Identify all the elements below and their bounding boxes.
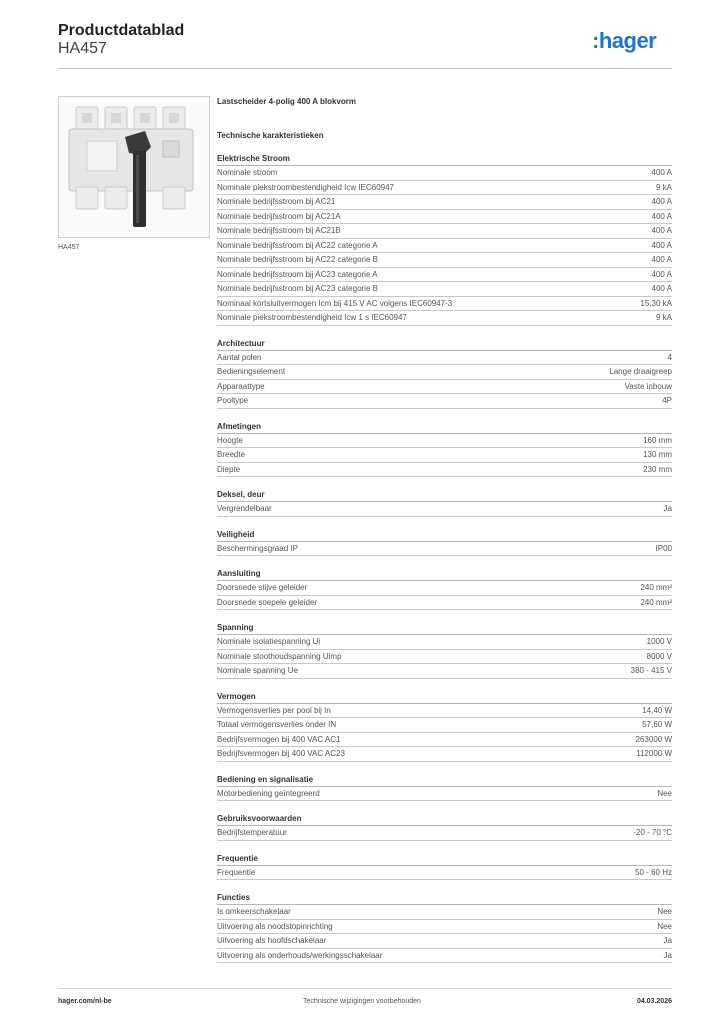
spec-section — [217, 530, 672, 557]
spec-value: Ja — [663, 950, 672, 960]
spec-value: Nee — [657, 921, 672, 931]
spec-row — [217, 733, 672, 748]
spec-label: Nominale bedrijfsstroom bij AC21A — [217, 211, 341, 221]
spec-label: Uitvoering als onderhouds/werkingsschakelaar — [217, 950, 383, 960]
spec-value: Nee — [657, 907, 672, 916]
spec-row — [217, 195, 672, 210]
spec-label: Beschermingsgraad IP — [217, 543, 298, 553]
spec-section — [217, 814, 672, 841]
spec-label: Uitvoering als noodstopinrichting — [217, 921, 333, 931]
section-title: Frequentie — [217, 854, 672, 866]
spec-row — [217, 650, 672, 665]
spec-sections — [217, 154, 672, 963]
spec-row — [217, 826, 672, 841]
spec-value: 50 - 60 Hz — [635, 867, 672, 877]
section-title: Elektrische Stroom — [217, 154, 672, 166]
spec-value: 4 — [667, 352, 672, 362]
spec-row — [217, 596, 672, 611]
spec-label: Bedrijfstemperatuur — [217, 828, 287, 837]
spec-section — [217, 490, 672, 517]
spec-label: Diepte — [217, 464, 241, 474]
spec-value: 14,40 W — [642, 705, 672, 715]
spec-label: Apparaattype — [217, 381, 265, 391]
spec-row — [217, 949, 672, 964]
logo-dots: : — [592, 28, 599, 53]
footer-website: hager.com/nl-be — [58, 998, 112, 1005]
spec-value: 4P — [662, 396, 672, 405]
spec-label: Bedrijfsvermogen bij 400 VAC AC23 — [217, 749, 345, 758]
spec-value: 400 A — [651, 226, 672, 235]
spec-value: 15,30 kA — [640, 298, 672, 308]
product-image — [58, 96, 210, 238]
spec-row — [217, 282, 672, 297]
section-title: Bediening en signalisatie — [217, 775, 672, 787]
hager-logo — [592, 28, 656, 54]
spec-section — [217, 422, 672, 478]
spec-value: 400 A — [651, 269, 672, 279]
spec-label: Bedrijfsvermogen bij 400 VAC AC1 — [217, 734, 341, 744]
spec-section — [217, 339, 672, 409]
spec-value: 240 mm² — [640, 583, 672, 592]
spec-value: 240 mm² — [640, 597, 672, 607]
spec-value: IP00 — [655, 543, 672, 553]
spec-row — [217, 181, 672, 196]
spec-label: Nominale bedrijfsstroom bij AC22 categorie A — [217, 240, 378, 250]
spec-section — [217, 775, 672, 802]
spec-value: Ja — [663, 504, 672, 513]
spec-label: Totaal vermogensverlies onder IN — [217, 720, 337, 729]
technical-characteristics-title: Technische karakteristieken — [217, 131, 324, 140]
spec-label: Doorsnede stijve geleider — [217, 583, 308, 592]
spec-value: 57,60 W — [642, 720, 672, 729]
section-title: Spanning — [217, 623, 672, 635]
spec-row — [217, 297, 672, 312]
spec-row — [217, 704, 672, 719]
spec-label: Frequentie — [217, 867, 256, 877]
spec-row — [217, 210, 672, 225]
spec-label: Hoogte — [217, 435, 243, 445]
spec-row — [217, 747, 672, 762]
spec-label: Nominale bedrijfsstroom bij AC23 categorie B — [217, 284, 378, 293]
spec-content — [217, 96, 672, 963]
spec-value: 400 A — [651, 240, 672, 250]
logo-text: hager — [598, 28, 657, 53]
spec-value: 112000 W — [636, 749, 672, 758]
spec-row — [217, 253, 672, 268]
spec-row — [217, 394, 672, 409]
spec-label: Breedte — [217, 450, 246, 459]
spec-section — [217, 623, 672, 679]
spec-row — [217, 502, 672, 517]
spec-value: 400 A — [651, 211, 672, 221]
footer-date: 04.03.2026 — [636, 998, 672, 1005]
image-caption: HA457 — [58, 244, 80, 251]
spec-row — [217, 905, 672, 920]
spec-row — [217, 635, 672, 650]
spec-row — [217, 920, 672, 935]
spec-row — [217, 380, 672, 395]
switch-disconnector-illustration — [59, 97, 209, 237]
spec-row — [217, 866, 672, 881]
spec-label: Vergrendelbaar — [217, 504, 272, 513]
spec-row — [217, 463, 672, 478]
spec-section — [217, 569, 672, 610]
page-title: Productdatablad — [58, 22, 185, 39]
spec-label: Nominale bedrijfsstroom bij AC22 categorie B — [217, 255, 378, 264]
spec-value: Lange draaigreep — [609, 367, 672, 376]
footer-disclaimer: Technische wijzigingen voorbehouden — [303, 998, 421, 1005]
spec-value: -20 - 70 °C — [633, 828, 672, 837]
spec-row — [217, 448, 672, 463]
spec-row — [217, 268, 672, 283]
spec-value: 230 mm — [643, 464, 672, 474]
section-title: Functies — [217, 893, 672, 905]
spec-value: Nee — [657, 788, 672, 798]
spec-section — [217, 854, 672, 881]
spec-label: Nominale bedrijfsstroom bij AC21B — [217, 226, 341, 235]
spec-row — [217, 239, 672, 254]
section-title: Veiligheid — [217, 530, 672, 542]
spec-label: Bedieningselement — [217, 367, 286, 376]
spec-value: Ja — [663, 936, 672, 945]
spec-label: Nominale piekstroombestendigheid Icw 1 s IEC60947 — [217, 313, 407, 322]
spec-value: 130 mm — [643, 450, 672, 459]
spec-label: Vermogensverlies per pool bij In — [217, 705, 331, 715]
spec-label: Nominale bedrijfsstroom bij AC21 — [217, 197, 336, 206]
spec-value: 400 A — [651, 197, 672, 206]
spec-row — [217, 664, 672, 679]
section-title: Deksel, deur — [217, 490, 672, 502]
spec-value: 380 - 415 V — [630, 666, 672, 675]
spec-label: Nominale isolatiespanning Ui — [217, 637, 321, 646]
spec-label: Nominale stoothoudspanning Uimp — [217, 651, 342, 661]
spec-label: Nominale stroom — [217, 168, 278, 177]
spec-row — [217, 434, 672, 449]
spec-value: Vaste inbouw — [624, 381, 672, 391]
section-title: Aansluiting — [217, 569, 672, 581]
spec-row — [217, 311, 672, 326]
spec-section — [217, 893, 672, 963]
spec-section — [217, 692, 672, 762]
spec-row — [217, 542, 672, 557]
spec-label: Nominaal kortsluitvermogen Icm bij 415 V AC volgens IEC60947-3 — [217, 298, 453, 308]
section-title: Afmetingen — [217, 422, 672, 434]
spec-value: 1000 V — [646, 637, 672, 646]
spec-row — [217, 934, 672, 949]
spec-label: Nominale bedrijfsstroom bij AC23 categorie A — [217, 269, 378, 279]
spec-row — [217, 365, 672, 380]
spec-value: 160 mm — [643, 435, 672, 445]
spec-label: Doorsnede soepele geleider — [217, 597, 318, 607]
section-title: Vermogen — [217, 692, 672, 704]
spec-value: 9 kA — [655, 182, 672, 192]
spec-value: 263000 W — [635, 734, 672, 744]
spec-value: 9 kA — [655, 313, 672, 322]
spec-label: Motorbediening geïntegreerd — [217, 788, 320, 798]
spec-row — [217, 166, 672, 181]
footer-divider — [58, 988, 672, 989]
spec-row — [217, 351, 672, 366]
spec-section — [217, 154, 672, 326]
spec-value: 8000 V — [646, 651, 672, 661]
spec-value: 400 A — [651, 284, 672, 293]
header-divider — [58, 68, 672, 69]
section-title: Architectuur — [217, 339, 672, 351]
spec-label: Is omkeerschakelaar — [217, 907, 291, 916]
spec-row — [217, 224, 672, 239]
section-title: Gebruiksvoorwaarden — [217, 814, 672, 826]
spec-row — [217, 581, 672, 596]
product-code: HA457 — [58, 40, 107, 57]
product-description: Lastscheider 4-polig 400 A blokvorm — [217, 97, 357, 106]
spec-label: Uitvoering als hoofdschakelaar — [217, 936, 327, 945]
spec-label: Pooltype — [217, 396, 249, 405]
spec-row — [217, 718, 672, 733]
spec-value: 400 A — [651, 255, 672, 264]
spec-label: Nominale piekstroombestendigheid Icw IEC60947 — [217, 182, 394, 192]
spec-label: Aantal polen — [217, 352, 262, 362]
spec-row — [217, 787, 672, 802]
spec-label: Nominale spanning Ue — [217, 666, 298, 675]
spec-value: 400 A — [651, 168, 672, 177]
